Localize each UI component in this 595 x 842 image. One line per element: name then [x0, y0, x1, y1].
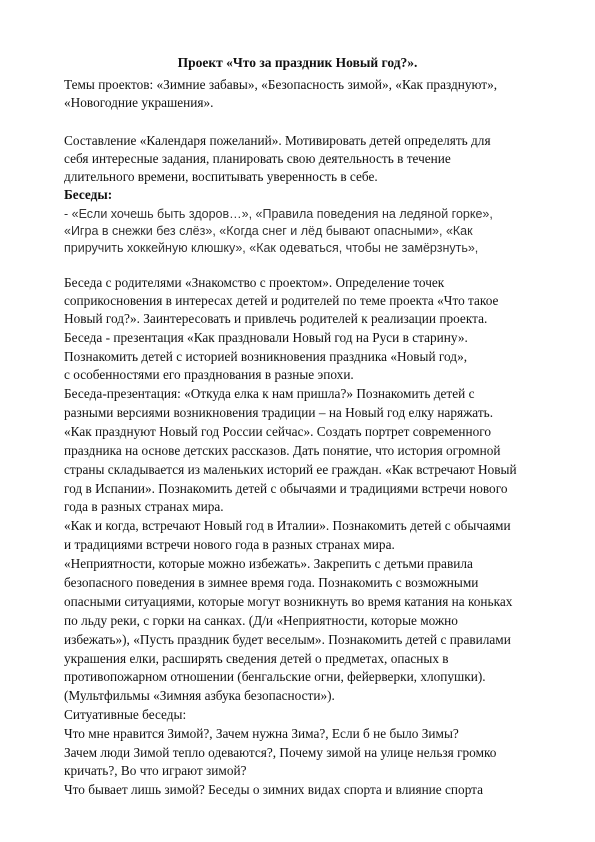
text-line: Зачем люди Зимой тепло одеваются?, Почему зимой на улице нельзя громко: [64, 745, 497, 760]
text-line: Беседа-презентация: «Откуда елка к нам пришла?» Познакомить детей с: [64, 386, 475, 401]
text-line: опасными ситуациями, которые могут возникнуть во время катания на коньках: [64, 594, 513, 609]
text-line: Беседа - презентация «Как праздновали Новый год на Руси в старину».: [64, 330, 468, 345]
text-line: «Как празднуют Новый год России сейчас». Создать портрет современного: [64, 424, 492, 439]
text-line: страны складывается из маленьких историй ее граждан. «Как встречают Новый: [64, 462, 517, 477]
text-line: года в разных странах мира.: [64, 499, 224, 514]
text-line: «Неприятности, которые можно избежать». Закрепить с детьми правила: [64, 556, 473, 571]
text-line: разными версиями возникновения традиции – на Новый год елку наряжать.: [64, 405, 494, 420]
text-line: противопожарном отношении (бенгальские огни, фейерверки, хлопушки).: [64, 669, 486, 684]
text-line: Составление «Календаря пожеланий». Мотивировать детей определять для: [64, 133, 491, 148]
text-line: длительного времени, воспитывать уверенность в себе.: [64, 169, 378, 184]
text-line: соприкосновения в интересах детей и родителей по теме проекта «Что такое: [64, 293, 499, 308]
text-line: Познакомить детей с историей возникновения праздника «Новый год»,: [64, 349, 468, 364]
text-line: и традициями встречи нового года в разных странах мира.: [64, 537, 395, 552]
text-line: «Как и когда, встречают Новый год в Италии». Познакомить детей с обычаями: [64, 518, 511, 533]
text-line: «Новогодние украшения».: [64, 95, 214, 110]
text-line: «Игра в снежки без слёз», «Когда снег и лёд бывают опасными», «Как: [64, 224, 473, 238]
text-line: украшения елки, расширять сведения детей о предметах, опасных в: [64, 651, 449, 666]
text-line: себя интересные задания, планировать свою деятельность в течение: [64, 151, 451, 166]
text-line: год в Испании». Познакомить детей с обычаями и традициями встречи нового: [64, 481, 508, 496]
section-heading: Ситуативные беседы:: [64, 707, 187, 722]
text-line: приручить хоккейную клюшку», «Как одеваться, чтобы не замёрзнуть»,: [64, 241, 479, 255]
text-line: безопасного поведения в зимнее время года. Познакомить с возможными: [64, 575, 479, 590]
text-line: с особенностями его празднования в разные эпохи.: [64, 367, 354, 382]
text-line: Темы проектов: «Зимние забавы», «Безопасность зимой», «Как празднуют»,: [64, 77, 498, 92]
text-line: кричать?, Во что играют зимой?: [64, 763, 247, 778]
text-line: (Мультфильмы «Зимняя азбука безопасности»).: [64, 688, 335, 703]
text-line: Что бывает лишь зимой? Беседы о зимних видах спорта и влияние спорта: [64, 782, 484, 797]
document-title: Проект «Что за праздник Новый год?».: [177, 55, 418, 70]
text-line: избежать»), «Пусть праздник будет веселым». Познакомить детей с правилами: [64, 632, 511, 647]
text-line: Новый год?». Заинтересовать и привлечь родителей к реализации проекта.: [64, 311, 488, 326]
text-line: праздника на основе детских рассказов. Дать понятие, что история огромной: [64, 443, 501, 458]
section-heading: Беседы:: [64, 187, 113, 202]
text-line: по льду реки, с горки на санках. (Д/и «Неприятности, которые можно: [64, 613, 458, 628]
text-line: - «Если хочешь быть здоров…», «Правила поведения на ледяной горке»,: [64, 207, 493, 221]
text-line: Что мне нравится Зимой?, Зачем нужна Зима?, Если б не было Зимы?: [64, 726, 459, 741]
text-line: Беседа с родителями «Знакомство с проектом». Определение точек: [64, 275, 445, 290]
